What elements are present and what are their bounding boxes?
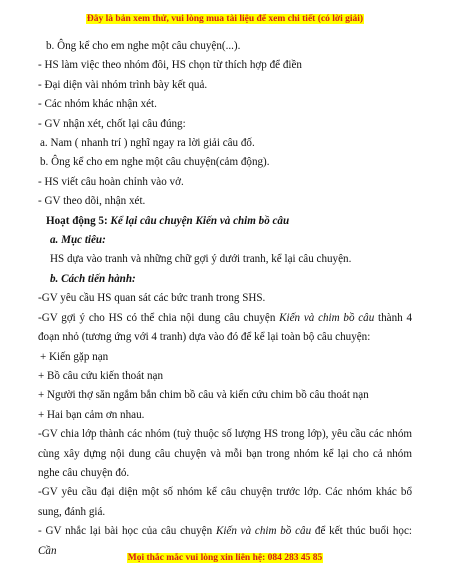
story-title: Kiến và chim bồ câu — [279, 311, 375, 324]
activity-heading — [38, 212, 412, 231]
list-item: + Người thợ săn ngắm bắn chim bồ câu và kiến cứu chim bồ câu thoát nạn — [38, 389, 369, 402]
contact-notice-banner — [0, 553, 450, 563]
contact-notice-text: Mọi thắc mắc vui lòng xin liên hệ: 084 283 45 85 — [127, 553, 323, 563]
text-line: - HS làm việc theo nhóm đôi, HS chọn từ thích hợp để điền — [38, 59, 302, 72]
text-line: - Các nhóm khác nhận xét. — [38, 98, 157, 111]
text-line: - Đại diện vài nhóm trình bày kết quả. — [38, 78, 208, 91]
activity-label: Hoạt động 5: — [46, 214, 111, 227]
preview-notice-text: Đây là bản xem thử, vui lòng mua tài liệu để xem chi tiết (có lời giải) — [86, 14, 364, 24]
paragraph: -GV yêu cầu đại diện một số nhóm kể câu chuyện trước lớp. Các nhóm khác bổ sung, đánh giá. — [38, 486, 412, 518]
text-line: -GV yêu cầu HS quan sát các bức tranh trong SHS. — [38, 292, 266, 305]
document-body — [38, 37, 412, 561]
list-item: + Hai bạn cảm ơn nhau. — [38, 408, 145, 421]
text-line: a. Nam ( nhanh trí ) nghĩ ngay ra lời giải câu đố. — [40, 137, 255, 150]
text-line: b. Ông kể cho em nghe một câu chuyện(...). — [46, 40, 241, 52]
text-line: - GV nhận xét, chốt lại câu đúng: — [38, 117, 186, 130]
paragraph: -GV chia lớp thành các nhóm (tuỳ thuộc số lượng HS trong lớp), yêu cầu các nhóm cùng xây dựng nội dung câu chuyện và mỗi bạn trong nhóm kể lại cho cả nhóm nghe câu chuyện đó. — [38, 428, 412, 479]
activity-title: Kể lại câu chuyện Kiến và chim bồ câu — [110, 214, 290, 227]
text-line: - GV theo dõi, nhận xét. — [38, 195, 146, 208]
preview-notice-banner — [0, 14, 450, 24]
procedure-heading: b. Cách tiến hành: — [50, 272, 136, 285]
objective-text: HS dựa vào tranh và những chữ gợi ý dưới tranh, kể lại câu chuyện. — [50, 253, 352, 266]
text-line: - HS viết câu hoàn chỉnh vào vở. — [38, 175, 184, 188]
paragraph: -GV gợi ý cho HS có thể chia nội dung câu chuyện Kiến và chim bồ câu thành 4 đoạn nhỏ (tương ứng với 4 tranh) dựa vào đó để kể lại toàn bộ câu chuyện: — [38, 311, 412, 344]
list-item: + Bồ câu cứu kiến thoát nạn — [38, 369, 164, 382]
story-title: Kiến và chim bồ câu — [215, 525, 312, 538]
list-item: + Kiến gặp nạn — [40, 350, 109, 363]
paragraph: - GV nhắc lại bài học của câu chuyện Kiến và chim bồ câu để kết thúc buổi học: Cần — [38, 525, 412, 557]
objective-heading: a. Mục tiêu: — [50, 234, 106, 247]
text-line: b. Ông kể cho em nghe một câu chuyện(cảm động). — [40, 156, 270, 169]
